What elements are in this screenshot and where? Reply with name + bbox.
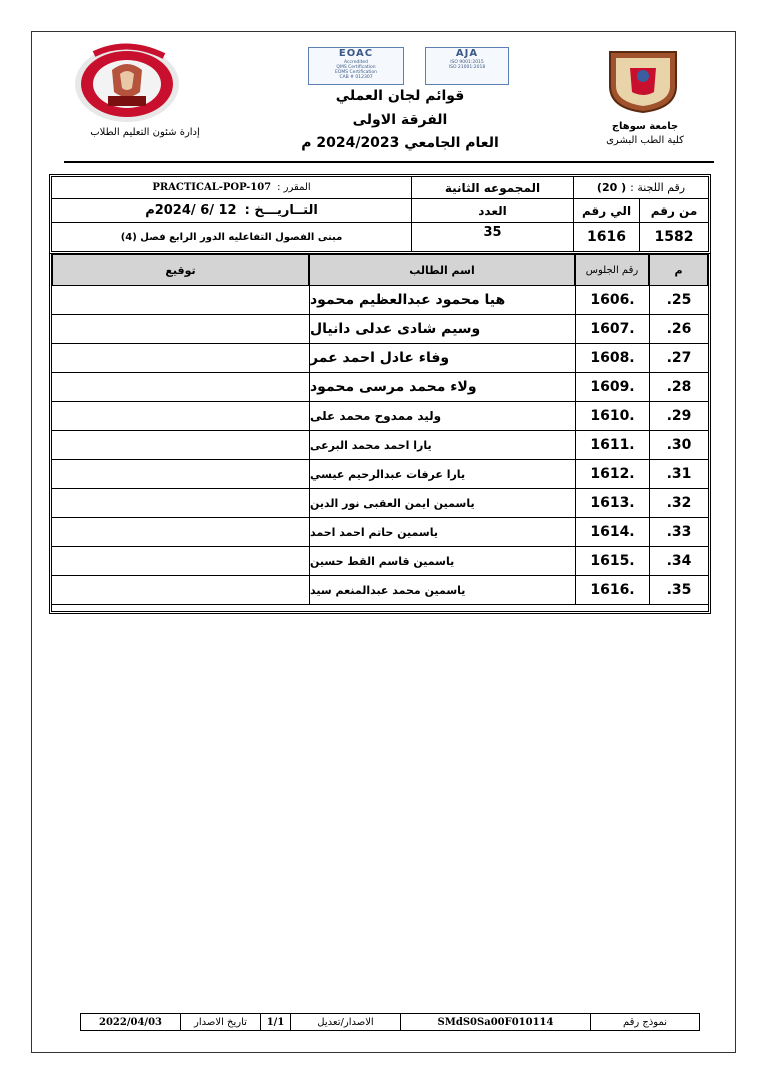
course-value: PRACTICAL-POP-107: [152, 182, 272, 193]
signature-cell: [52, 286, 309, 314]
table-row: [52, 402, 708, 431]
row-number-cell: .31: [649, 460, 708, 488]
group-cell: المجموعه الثانية: [412, 177, 574, 199]
document-footer: [80, 1013, 700, 1031]
page-title: قوائم لجان العملي: [335, 88, 465, 104]
table-row: [52, 373, 708, 402]
row-number-cell: .27: [649, 344, 708, 372]
student-name-cell: وليد ممدوح محمد على: [309, 402, 575, 430]
signature-cell: [52, 373, 309, 401]
table-row: [52, 576, 708, 605]
course-label: المقرر :: [277, 182, 311, 193]
date-value: 12 /6 /2024م: [145, 203, 237, 218]
from-label: من رقم: [640, 199, 708, 223]
header-signature: توقيع: [52, 254, 309, 286]
student-name-cell: ياسمين قاسم القط حسين: [309, 547, 575, 575]
student-name-cell: ياسمين ايمن العقبى نور الدين: [309, 489, 575, 517]
course-cell: [52, 177, 412, 199]
date-label: التــاريـــخ :: [244, 203, 318, 218]
seat-number-cell: 1612.: [575, 460, 649, 488]
eoac-certification-logo: EOAC Accredited QMS Certification EOMS Certification CAB # 012307: [308, 47, 404, 85]
table-row: [52, 489, 708, 518]
row-number-cell: .34: [649, 547, 708, 575]
student-name-cell: وسيم شادى عدلى دانيال: [309, 315, 575, 343]
header-row-number: م: [649, 254, 708, 286]
row-number-cell: .25: [649, 286, 708, 314]
student-name-cell: ولاء محمد مرسى محمود: [309, 373, 575, 401]
committee-info-table: [49, 174, 711, 254]
table-row: [52, 547, 708, 576]
signature-cell: [52, 460, 309, 488]
table-row: [52, 518, 708, 547]
location-cell: مبنى الفصول التفاعليه الدور الرابع فصل (4): [52, 223, 412, 251]
issue-date-label: تاريخ الاصدار: [181, 1014, 261, 1030]
row-number-cell: .26: [649, 315, 708, 343]
page-subtitle-year: الفرقة الاولى: [352, 112, 448, 128]
row-number-cell: .33: [649, 518, 708, 546]
table-row: [52, 431, 708, 460]
committee-cell: [574, 177, 708, 199]
signature-cell: [52, 547, 309, 575]
seat-number-cell: 1611.: [575, 431, 649, 459]
count-label: العدد: [412, 199, 574, 223]
form-number-label: نموذج رقم: [622, 1016, 668, 1028]
row-number-cell: .32: [649, 489, 708, 517]
table-row: [52, 315, 708, 344]
student-name-cell: يارا احمد محمد البرعى: [309, 431, 575, 459]
seat-number-cell: 1610.: [575, 402, 649, 430]
edition-label: الاصدار/تعديل: [291, 1014, 401, 1030]
student-name-cell: ياسمين محمد عبدالمنعم سيد: [309, 576, 575, 604]
from-value: 1582: [654, 229, 694, 245]
seat-number-cell: 1607.: [575, 315, 649, 343]
seat-number-cell: 1614.: [575, 518, 649, 546]
to-value: 1616: [574, 223, 640, 251]
student-name-cell: وفاء عادل احمد عمر: [309, 344, 575, 372]
student-name-cell: يارا عرفات عبدالرحيم عيسي: [309, 460, 575, 488]
issue-date-value: 2022/04/03: [81, 1014, 181, 1030]
date-cell: [52, 199, 412, 223]
seat-number-cell: 1606.: [575, 286, 649, 314]
form-number-value: SMdS0Sa00F010114: [401, 1014, 591, 1030]
table-row: [52, 460, 708, 489]
row-number-cell: .29: [649, 402, 708, 430]
university-name-block: [590, 120, 700, 148]
iso-certification-logo: AJA ISO 9001:2015 ISO 21001:2018: [425, 47, 509, 85]
table-row: [52, 344, 708, 373]
university-logo: [604, 46, 682, 114]
committee-label: رقم اللجنة :: [630, 181, 686, 194]
page-subtitle-academic-year: العام الجامعي 2024/2023 م: [301, 135, 499, 151]
seat-number-cell: 1613.: [575, 489, 649, 517]
signature-cell: [52, 402, 309, 430]
student-name-cell: ياسمين حاتم احمد احمد: [309, 518, 575, 546]
student-name-cell: هيا محمود عبدالعظيم محمود: [309, 286, 575, 314]
header-divider: [64, 161, 714, 163]
seat-number-cell: 1615.: [575, 547, 649, 575]
signature-cell: [52, 489, 309, 517]
row-number-cell: .30: [649, 431, 708, 459]
seat-number-cell: 1609.: [575, 373, 649, 401]
seat-number-cell: 1608.: [575, 344, 649, 372]
row-number-cell: .28: [649, 373, 708, 401]
edition-value: 1/1: [261, 1014, 291, 1030]
committee-value: ( 20): [596, 181, 627, 194]
seat-number-cell: 1616.: [575, 576, 649, 604]
university-name: جامعة سوهاج: [611, 121, 679, 132]
count-value: 35: [412, 223, 574, 251]
header-seat-number: رقم الجلوس: [575, 254, 649, 286]
header-student-name: اسم الطالب: [309, 254, 575, 286]
signature-cell: [52, 576, 309, 604]
to-label: الي رقم: [574, 199, 640, 223]
department-name: إدارة شئون التعليم الطلاب: [90, 127, 200, 138]
signature-cell: [52, 518, 309, 546]
signature-cell: [52, 431, 309, 459]
row-number-cell: .35: [649, 576, 708, 604]
signature-cell: [52, 344, 309, 372]
faculty-logo: [72, 40, 182, 125]
signature-cell: [52, 315, 309, 343]
table-row: [52, 286, 708, 315]
students-table: [49, 254, 711, 614]
faculty-name: كلية الطب البشرى: [606, 135, 684, 146]
